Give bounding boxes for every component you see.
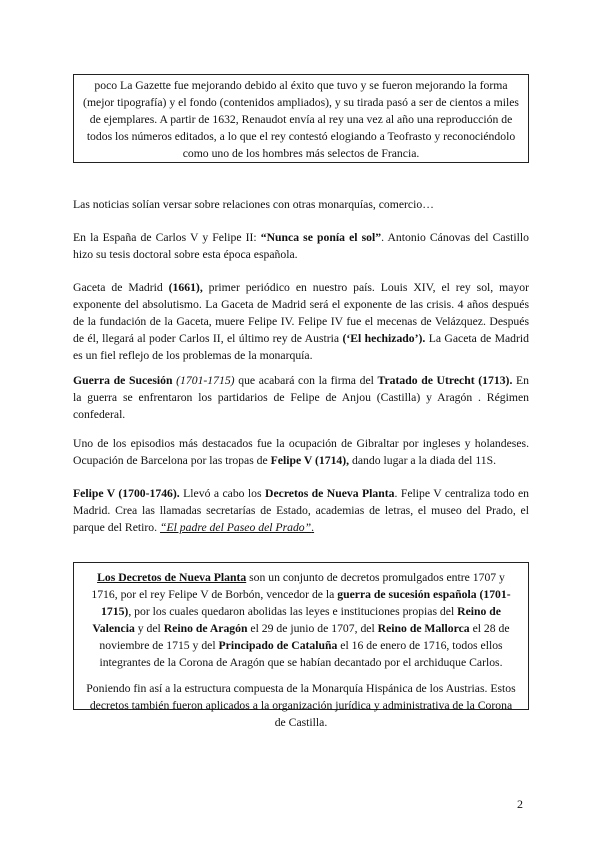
- paragraph-gibraltar: [73, 435, 529, 469]
- p6-text-d: . Felipe V centraliza todo en Madrid. Crea las llamadas secretarías de Estado, academias de letras, el museo del Prado, el parque del Retiro.: [73, 487, 530, 534]
- p4-dates: (1701-1715): [172, 374, 235, 387]
- top-box-text: poco La Gazette fue mejorando debido al éxito que tuvo y se fueron mejorando la forma (mejor tipografía) y el fondo (contenidos ampliados), y su tirada pasó a ser de cientos a miles de ejemplares. A partir de 1632, Renaudot envía al rey una vez al año una reproducción de todos los números editados, a lo que el rey contestó elogiando a Teofrasto y reconociéndolo como uno de los hombres más selectos de Francia.: [83, 79, 519, 160]
- p6-felipe: Felipe V (1700-1746).: [73, 487, 180, 500]
- paragraph-gaceta-madrid: [73, 279, 529, 364]
- decretos-text-h: el 29 de junio de 1707, del: [247, 622, 378, 635]
- decretos-cataluna: Principado de Cataluña: [218, 639, 338, 652]
- p1-text: Las noticias solían versar sobre relaciones con otras monarquías, comercio…: [73, 198, 434, 211]
- paragraph-felipe-v: [73, 485, 529, 536]
- p4-text-c: que acabará con la firma del: [234, 374, 378, 387]
- decretos-guerra: guerra de sucesión española (1701-1715): [101, 588, 511, 618]
- decretos-mallorca: Reino de Mallorca: [377, 622, 470, 635]
- decretos-valencia: Reino de Valencia: [92, 605, 501, 635]
- p6-decretos: Decretos de Nueva Planta: [265, 487, 395, 500]
- p4-text-e: En la guerra se enfrentaron los partidarios de Felipe de Anjou (Castilla) y Aragón . Régimen confederal.: [73, 374, 530, 421]
- decretos-box: [73, 562, 529, 729]
- p5-text-a: Uno de los episodios más destacados fue la ocupación de Gibraltar por ingleses y holandeses. Ocupación de Barcelona por las tropas de: [73, 437, 529, 467]
- decretos-text-b: son un conjunto de decretos promulgados entre 1707 y 1716, por el rey Felipe V de Borbón, vencedor de la: [91, 571, 505, 601]
- paragraph-guerra-sucesion: [73, 372, 529, 423]
- p4-guerra: Guerra de Sucesión: [73, 374, 173, 387]
- paragraph-espana-carlos-v: [73, 229, 529, 263]
- p2-text-a: En la España de Carlos V y Felipe II:: [73, 231, 261, 244]
- p3-text-e: La Gaceta de Madrid es un fiel reflejo de los problemas de la monarquía.: [73, 332, 530, 362]
- p2-text-c: . Antonio Cánovas del Castillo hizo su tesis doctoral sobre esta época española.: [73, 231, 529, 261]
- p3-text-c: primer periódico en nuestro país. Louis XIV, el rey sol, mayor exponente del absolutismo. La Gaceta de Madrid será el exponente de las crisis. 4 años después de la fundación de la Gaceta, muere Felipe IV. Felipe IV fue el mecenas de Velázquez. Después de él, llegará al poder Carlos II, el último rey de Austria: [73, 281, 530, 345]
- p6-text-f: .: [311, 521, 315, 534]
- p2-quote: “Nunca se ponía el sol”: [260, 231, 382, 244]
- decretos-text-d: , por los cuales quedaron abolidas las leyes e instituciones propias del: [128, 605, 458, 618]
- p6-text-b: Llevó a cabo los: [179, 487, 265, 500]
- p5-felipe: Felipe V (1714),: [270, 454, 350, 467]
- p5-text-c: dando lugar a la diada del 11S.: [349, 454, 497, 467]
- p6-padre-paseo: “El padre del Paseo del Prado”: [159, 521, 312, 534]
- decretos-paragraph-1: [84, 569, 518, 671]
- top-quote-box: [73, 74, 529, 163]
- decretos-paragraph-2: Poniendo fin así a la estructura compuesta de la Monarquía Hispánica de los Austrias. Estos decretos también fueron aplicados a la organización jurídica y administrativa de la Corona de Castilla.: [86, 682, 516, 729]
- decretos-aragon: Reino de Aragón: [163, 622, 248, 635]
- decretos-text-f: y del: [134, 622, 164, 635]
- decretos-text-l: el 16 de enero de 1716, todos ellos integrantes de la Corona de Aragón que se habían decantado por el archiduque Carlos.: [99, 639, 503, 669]
- p4-tratado: Tratado de Utrecht (1713).: [377, 374, 513, 387]
- p3-hechizado: (‘El hechizado’).: [342, 332, 426, 345]
- page-number: 2: [517, 797, 523, 811]
- decretos-text-j: el 28 de noviembre de 1715 y del: [99, 622, 510, 652]
- p3-year: (1661),: [168, 281, 203, 294]
- p3-text-a: Gaceta de Madrid: [73, 281, 169, 294]
- paragraph-noticias: [73, 196, 529, 213]
- decretos-title: Los Decretos de Nueva Planta: [97, 571, 247, 584]
